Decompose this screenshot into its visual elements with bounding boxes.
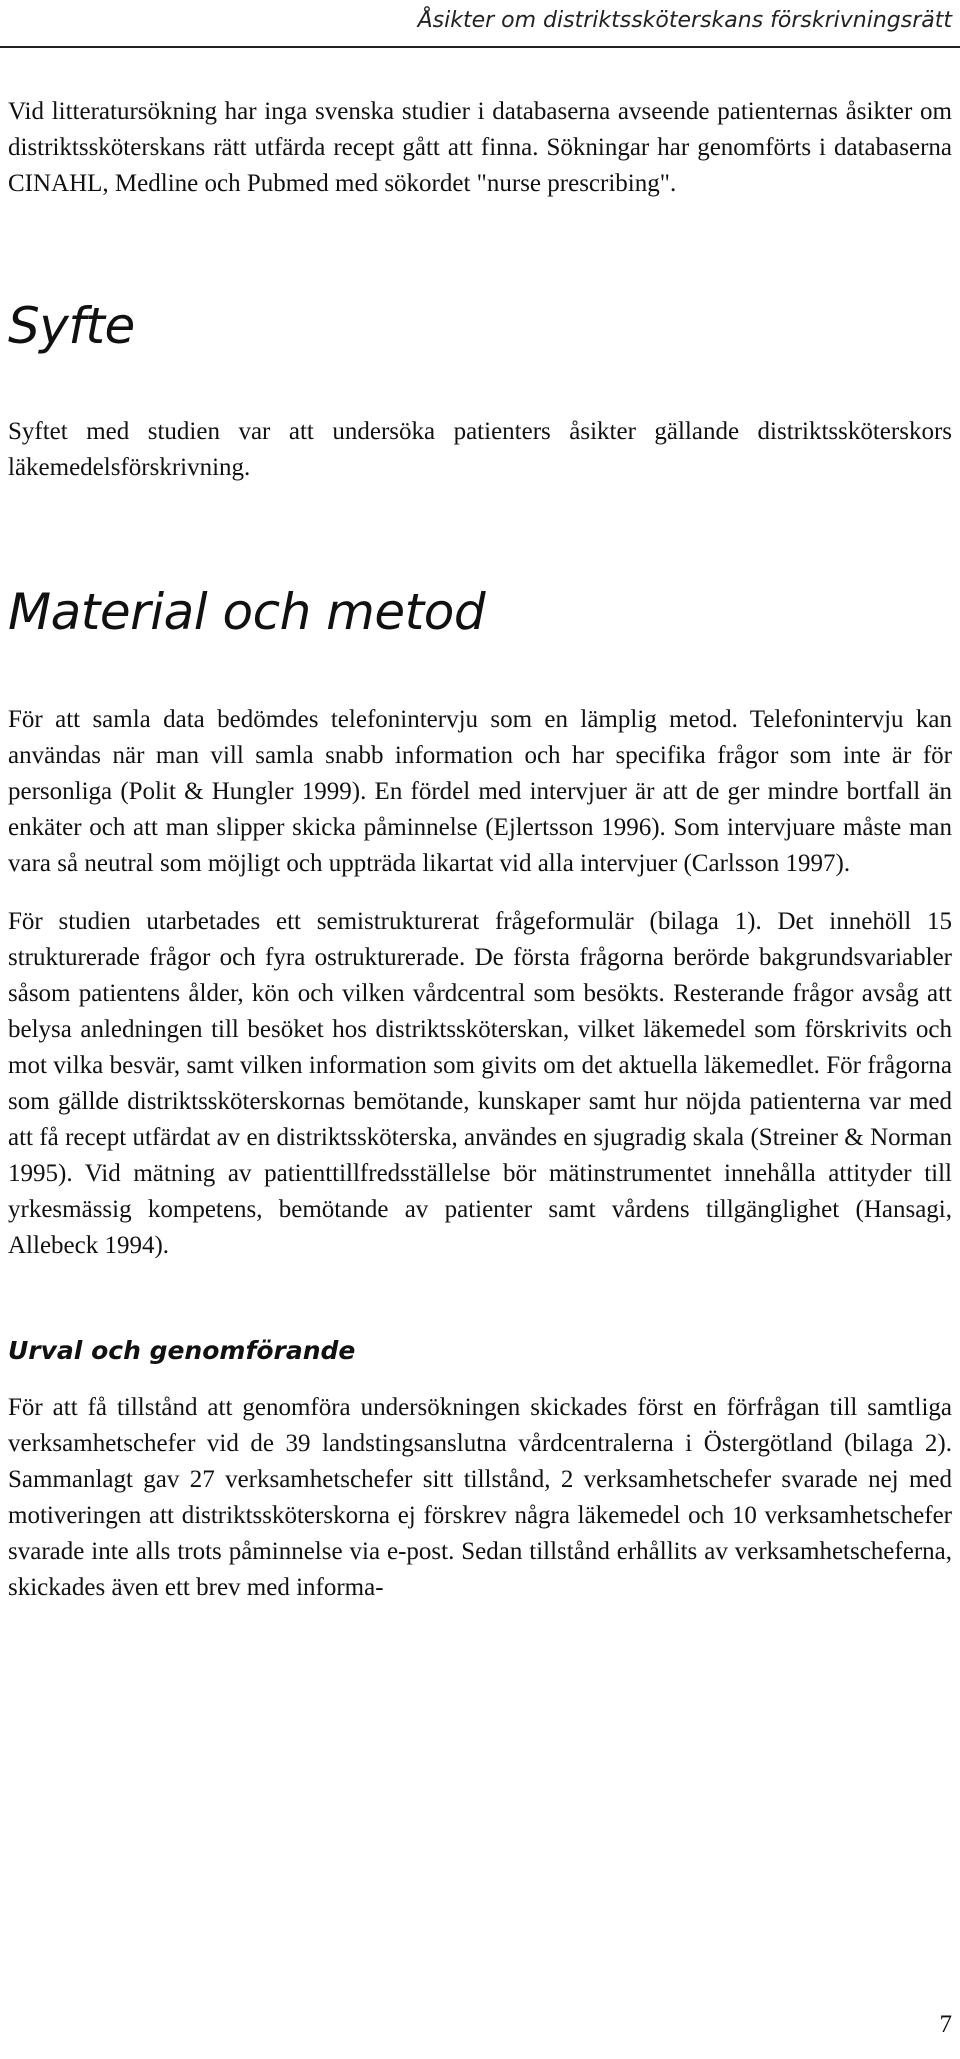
- document-body: [8, 94, 952, 1606]
- heading-syfte: Syfte: [8, 297, 135, 355]
- material-paragraph-2: För studien utarbetades ett semistrukturerat frågeformulär (bilaga 1). Det innehöll 15 strukturerade frågor och fyra ostrukturerade. De första frågorna berörde bakgrundsvariabler såsom patientens ålder, kön och vilken vårdcentral som besökts. Resterande frågor avsåg att belysa anledningen till besöket hos distriktssköterskan, vilket läkemedel som förskrivits och mot vilka besvär, samt vilken information som givits om det aktuella läkemedlet. För frågorna som gällde distriktssköterskornas bemötande, kunskaper samt hur nöjda patienterna var med att få recept utfärdat av en distriktssköterska, användes en sjugradig skala (Streiner & Norman 1995). Vid mätning av patienttillfredsställelse bör mätinstrumentet innehålla attityder till yrkesmässig kompetens, bemötande av patienter samt vårdens tillgänglighet (Hansagi, Allebeck 1994).: [8, 908, 952, 1259]
- urval-paragraph: För att få tillstånd att genomföra undersökningen skickades först en förfrågan till samtliga verksamhetschefer vid de 39 landstingsanslutna vårdcentralerna i Östergötland (bilaga 2). Sammanlagt gav 27 verksamhetschefer sitt tillstånd, 2 verksamhetschefer svarade nej med motiveringen att distriktssköterskorna ej förskrev några läkemedel och 10 verksamhetschefer svarade inte alls trots påminnelse via e-post. Sedan tillstånd erhållits av verksamhetscheferna, skickades även ett brev med informa-: [8, 1394, 952, 1601]
- page-number: 7: [939, 2011, 952, 2038]
- running-title: Åsikter om distriktssköterskans förskrivningsrätt: [417, 8, 952, 33]
- material-paragraph-1: För att samla data bedömdes telefonintervju som en lämplig metod. Telefonintervju kan användas när man vill samla snabb information och har specifika frågor som inte är för personliga (Polit & Hungler 1999). En fördel med intervjuer är att de ger mindre bortfall än enkäter och att man slipper skicka påminnelse (Ejlertsson 1996). Som intervjuare måste man vara så neutral som möjligt och uppträda likartat vid alla intervjuer (Carlsson 1997).: [8, 706, 952, 877]
- heading-material-och-metod: Material och metod: [8, 583, 486, 641]
- page-header: [0, 0, 960, 48]
- intro-paragraph: Vid litteratursökning har inga svenska studier i databaserna avseende patienternas åsikter om distriktssköterskans rätt utfärda recept gått att finna. Sökningar har genomförts i databaserna CINAHL, Medline och Pubmed med sökordet "nurse prescribing".: [8, 98, 952, 197]
- heading-urval-och-genomforande: Urval och genomförande: [8, 1336, 356, 1365]
- syfte-paragraph: Syftet med studien var att undersöka patienters åsikter gällande distriktssköterskors läkemedelsförskrivning.: [8, 418, 952, 481]
